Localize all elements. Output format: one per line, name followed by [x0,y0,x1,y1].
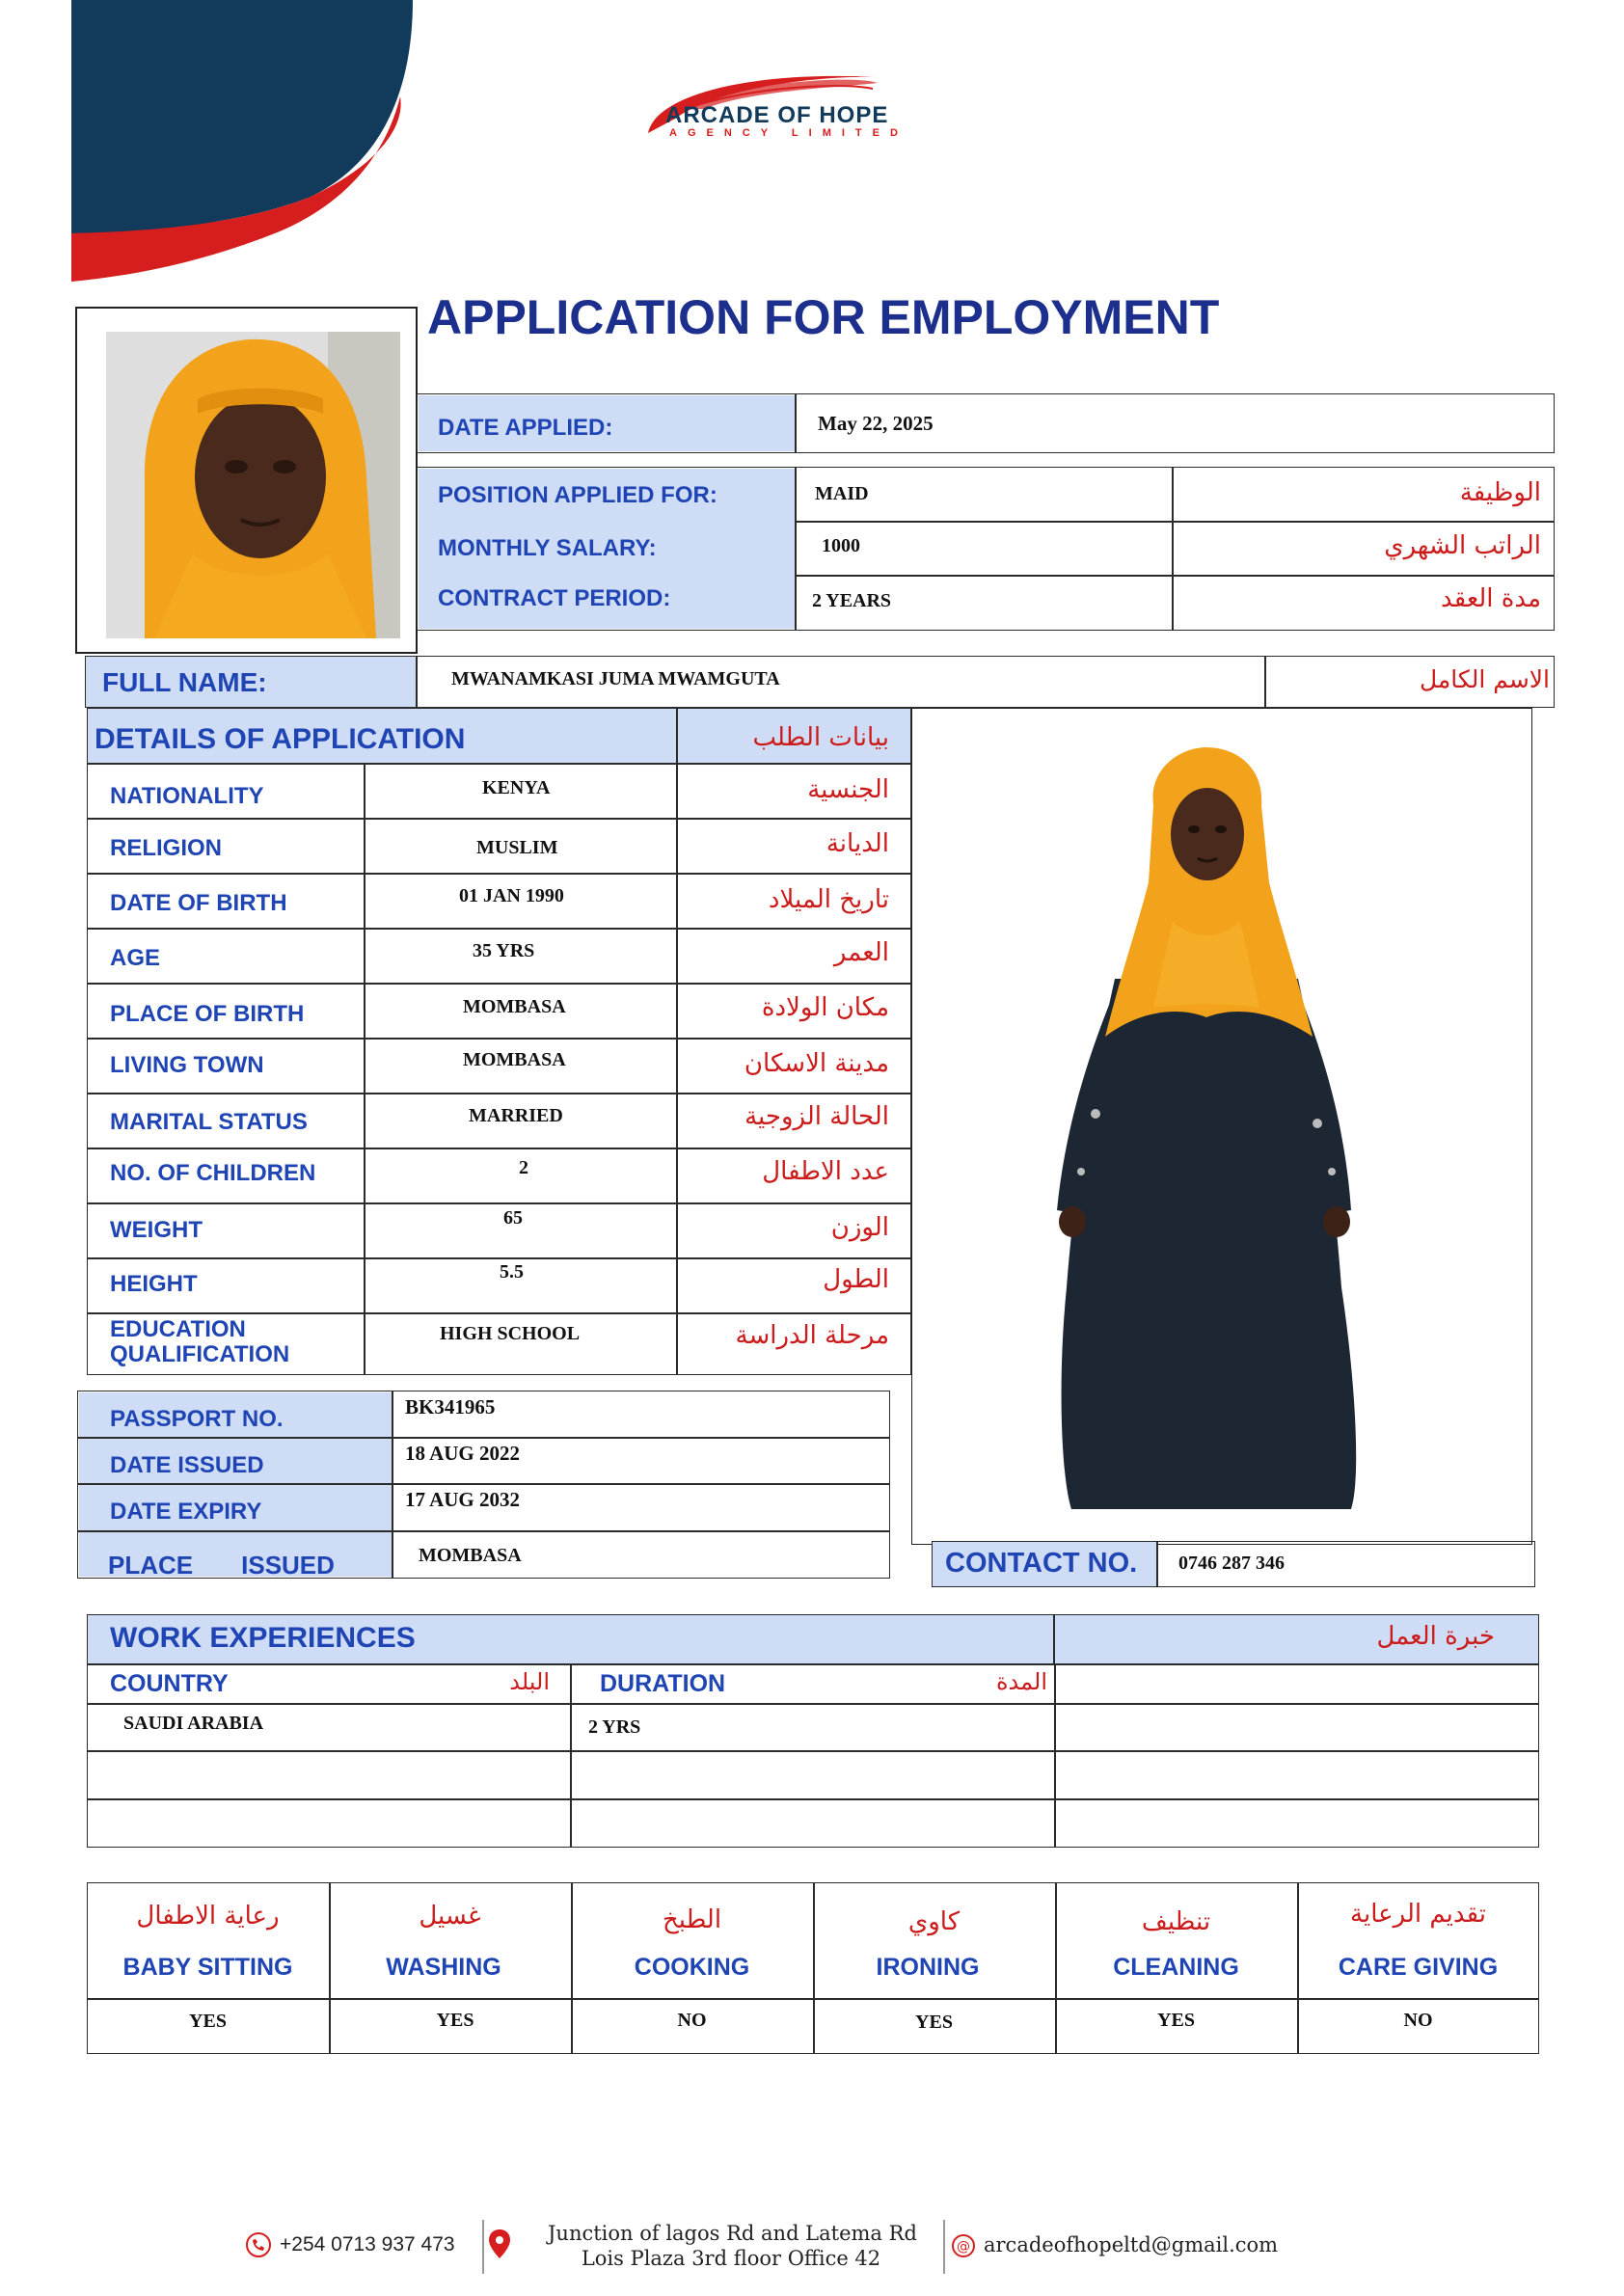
divider [87,1750,1539,1752]
phone-icon [245,2231,272,2258]
footer-address-line2: Lois Plaza 3rd floor Office 42 [581,2247,881,2270]
date-issued-value: 18 AUG 2022 [405,1442,521,1465]
height-value: 5.5 [500,1261,524,1283]
divider [795,521,1555,523]
duration-column-ar: المدة [995,1668,1047,1695]
skill-cooking-value: NO [677,2010,707,2031]
date-applied-label: DATE APPLIED: [438,415,613,441]
age-value: 35 YRS [473,940,535,961]
divider [77,1530,890,1532]
salary-label: MONTHLY SALARY: [438,535,657,561]
skill-baby-sitting-value: YES [189,2011,227,2032]
duration-column-label: DURATION [600,1670,726,1697]
skill-ironing-ar: كاوي [907,1907,961,1936]
contract-value: 2 YEARS [812,590,892,611]
position-value: MAID [815,483,869,504]
full-body-photo-frame [911,708,1532,1545]
place-issued-label: PLACE ISSUED [108,1551,335,1580]
marital-status-ar: الحالة الزوجية [744,1102,889,1131]
full-name-label: FULL NAME: [102,667,267,697]
headshot-frame [75,307,418,654]
skill-ironing-value: YES [915,2012,953,2033]
skill-care-giving-ar: تقديم الرعاية [1350,1900,1486,1929]
divider [482,2220,484,2274]
skill-washing-ar: غسيل [419,1902,481,1931]
divider [1172,467,1174,631]
divider [795,575,1555,577]
contact-label: CONTACT NO. [945,1548,1138,1579]
nationality-ar: الجنسية [807,775,889,804]
work-heading-ar: خبرة العمل [1376,1622,1495,1651]
skill-washing-value: YES [436,2010,474,2031]
logo-subtitle: AGENCY LIMITED [669,127,908,139]
divider [77,1483,890,1485]
position-label-ar: الوظيفة [1459,478,1541,507]
contract-label-ar: مدة العقد [1441,584,1541,613]
children-ar: عدد الاطفال [762,1157,889,1186]
contract-label: CONTRACT PERIOD: [438,585,671,611]
page-title: APPLICATION FOR EMPLOYMENT [427,290,1220,344]
header-banner-shape [0,0,424,289]
place-of-birth-ar: مكان الولادة [761,993,889,1022]
location-pin-icon [487,2228,512,2260]
living-town-label: LIVING TOWN [110,1052,264,1078]
education-label: EDUCATION QUALIFICATION [110,1316,290,1367]
place-of-birth-label: PLACE OF BIRTH [110,1001,305,1027]
work-row-duration: 2 YRS [588,1716,641,1738]
place-of-birth-value: MOMBASA [463,996,566,1017]
dob-label: DATE OF BIRTH [110,890,287,916]
marital-status-value: MARRIED [469,1105,563,1126]
full-name-value: MWANAMKASI JUMA MWAMGUTA [451,668,780,689]
full-body-photo [1038,747,1375,1528]
headshot-photo [106,332,400,638]
details-heading: DETAILS OF APPLICATION [95,723,466,755]
salary-label-ar: الراتب الشهري [1384,531,1541,560]
passport-no-value: BK341965 [405,1395,496,1418]
divider [795,393,797,453]
skill-baby-sitting-ar: رعاية الاطفال [136,1902,280,1931]
children-label: NO. OF CHILDREN [110,1160,316,1186]
logo-name: ARCADE OF HOPE [665,102,889,128]
divider [87,1703,1539,1705]
svg-text:@: @ [957,2239,970,2255]
divider [77,1437,890,1439]
weight-value: 65 [503,1207,523,1229]
divider [570,1664,572,1848]
age-label: AGE [110,945,161,971]
footer-address-line1: Junction of lagos Rd and Latema Rd [548,2222,917,2245]
living-town-ar: مدينة الاسكان [744,1049,889,1078]
divider [943,2220,945,2274]
age-ar: العمر [833,938,889,967]
weight-label: WEIGHT [110,1217,203,1243]
skill-cleaning-ar: تنظيف [1141,1907,1211,1936]
height-label: HEIGHT [110,1271,198,1297]
living-town-value: MOMBASA [463,1049,566,1070]
religion-value: MUSLIM [476,837,558,858]
passport-no-label: PASSPORT NO. [110,1406,284,1432]
email-icon [951,2233,976,2258]
date-issued-label: DATE ISSUED [110,1452,264,1478]
marital-status-label: MARITAL STATUS [110,1109,308,1135]
date-applied-value: May 22, 2025 [818,412,934,435]
full-name-label-ar: الاسم الكامل [1419,665,1550,693]
footer-phone: +254 0713 937 473 [280,2233,455,2255]
skill-cleaning-value: YES [1157,2010,1195,2031]
skill-cooking-ar: الطبخ [662,1905,722,1934]
divider [87,1798,1539,1800]
company-logo [636,66,974,152]
date-expiry-value: 17 AUG 2032 [405,1488,521,1511]
date-expiry-label: DATE EXPIRY [110,1499,262,1525]
divider [795,467,797,631]
country-column-label: COUNTRY [110,1670,229,1697]
skill-cooking-label: COOKING [634,1954,750,1981]
children-value: 2 [519,1157,528,1178]
footer [241,2218,1302,2276]
skill-baby-sitting-label: BABY SITTING [122,1954,293,1981]
height-ar: الطول [823,1265,889,1294]
work-table [87,1664,1539,1848]
dob-ar: تاريخ الميلاد [768,885,889,914]
contact-value: 0746 287 346 [1178,1553,1285,1574]
weight-ar: الوزن [830,1213,889,1242]
skill-washing-label: WASHING [386,1954,501,1981]
skill-care-giving-value: NO [1403,2010,1433,2031]
place-issued-value: MOMBASA [419,1545,522,1566]
position-label: POSITION APPLIED FOR: [438,482,717,508]
nationality-value: KENYA [482,777,551,798]
skill-care-giving-label: CARE GIVING [1338,1954,1499,1981]
religion-label: RELIGION [110,835,223,861]
education-ar: مرحلة الدراسة [735,1321,889,1350]
salary-value: 1000 [822,535,860,556]
country-column-ar: البلد [509,1668,550,1695]
footer-email: arcadeofhopeltd@gmail.com [984,2233,1279,2256]
dob-value: 01 JAN 1990 [459,885,564,906]
divider [1054,1664,1056,1848]
work-heading: WORK EXPERIENCES [110,1622,416,1654]
nationality-label: NATIONALITY [110,783,264,809]
skill-ironing-label: IRONING [876,1954,980,1981]
religion-ar: الديانة [826,829,889,858]
details-heading-ar: بيانات الطلب [752,723,889,752]
work-row-country: SAUDI ARABIA [123,1713,264,1734]
skill-cleaning-label: CLEANING [1113,1954,1239,1981]
education-value: HIGH SCHOOL [440,1323,581,1344]
